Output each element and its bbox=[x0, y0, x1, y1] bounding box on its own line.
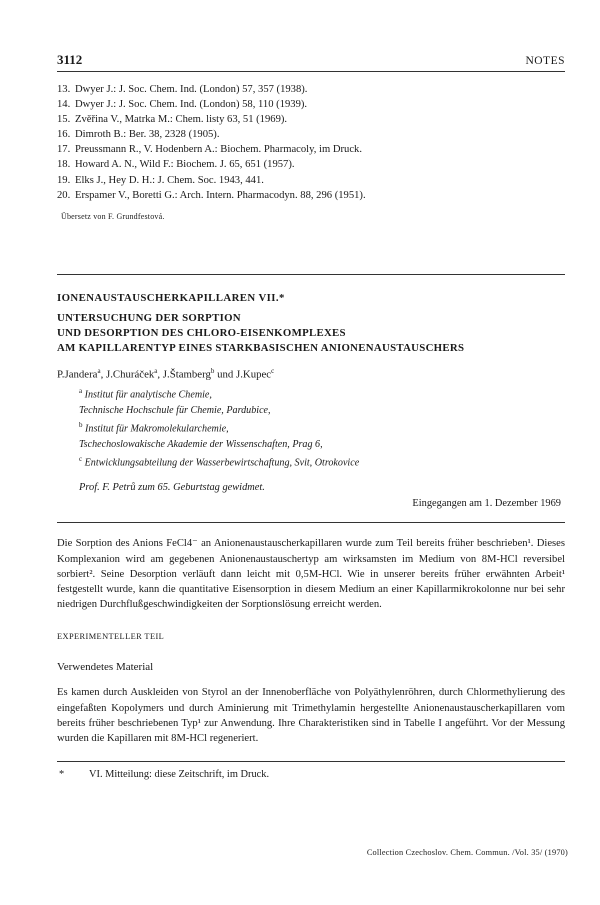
reference-item: 17. Preussmann R., V. Hodenbern A.: Biochem. Pharmacoly, im Druck. bbox=[57, 144, 362, 156]
article-title: IONENAUSTAUSCHERKAPILLAREN VII.* bbox=[57, 291, 285, 304]
article-subtitle: UNTERSUCHUNG DER SORPTION UND DESORPTION DES CHLORO-EISENKOMPLEXES AM KAPILLARENTYP EINES STARKBASISCHEN ANIONENAUSTAUSCHERS bbox=[57, 311, 465, 354]
running-header bbox=[57, 52, 565, 72]
translator-note: Übersetz von F. Grundfestová. bbox=[61, 211, 165, 221]
abstract: Die Sorption des Anions FeCl4⁻ an Anionenaustauscherkapillaren wurde zum Teil bereits früher beschrieben¹. Dieses Komplexanion wird am gegebenen Anionenaustauschertyp am wirksamsten im Medium von 8M-HCl reversibel sorbiert². Seine Desorption verläuft dann leicht mit 0,5M-HCl. Wie in unserer bereits früher erwähnten Arbeit¹ festgestellt wurde, kann die quantitative Eisensorption in diesem Medium an einer Kapillarmikrokolonne nur bei sehr niedrigen Durchflußgeschwindigkeiten der Sorptionslösung erreicht werden. bbox=[57, 538, 565, 611]
dedication: Prof. F. Petrů zum 65. Geburtstag gewidmet. bbox=[79, 482, 265, 494]
section-divider bbox=[57, 274, 565, 275]
page-number: 3112 bbox=[57, 52, 83, 67]
body-paragraph: Es kamen durch Auskleiden von Styrol an der Innenoberfläche von Polyäthylenröhren, durch Chlormethylierung des eingefaßten Kopolymers und durch Aminierung mit Trimethylamin hergestellte Anionenaustauscherkapillaren vom bereits früher beschriebenen Typ¹ zur Anwendung. Ihre Charakteristiken sind in Tabelle I angeführt. Vor der Messung wurden die Kapillaren mit 8M-HCl regeneriert. bbox=[57, 687, 565, 745]
abstract-divider bbox=[57, 522, 565, 523]
footnote-mark: * bbox=[59, 769, 65, 781]
reference-item: 13. Dwyer J.: J. Soc. Chem. Ind. (London) 57, 357 (1938). bbox=[57, 84, 308, 95]
reference-item: 15. Zvěřina V., Matrka M.: Chem. listy 63, 51 (1969). bbox=[57, 114, 288, 126]
reference-item: 14. Dwyer J.: J. Soc. Chem. Ind. (London) 58, 110 (1939). bbox=[57, 99, 308, 111]
reference-item: 20. Erspamer V., Boretti G.: Arch. Intern. Pharmacodyn. 88, 296 (1951). bbox=[57, 189, 366, 201]
section-name: NOTES bbox=[525, 55, 565, 67]
author-line: P.Jandera$^a$, J.Churáček$^a$, J.Štamberg$^b$ und J.Kupec$^c$ bbox=[57, 366, 275, 381]
received-date: Eingegangen am 1. Dezember 1969 bbox=[412, 498, 561, 510]
affiliation-a: $^a$ Institut für analytische Chemie, bbox=[79, 387, 212, 401]
footnote bbox=[57, 769, 565, 780]
subsection-heading: Verwendetes Material bbox=[57, 661, 154, 674]
affiliations: $^a$ Institut für analytische Chemie, Technische Hochschule für Chemie, Pardubice, $^b$ Institut für Makromolekularchemie, Tschechoslowakische Akademie der Wissenschaften, Prag 6, $^c$ Entwicklungsabteilung der Wasserbewirtschaftung, Svit, Otrokovice bbox=[79, 384, 565, 470]
footnote-divider bbox=[57, 761, 565, 762]
reference-item: 19. Elks J., Hey D. H.: J. Chem. Soc. 1943, 441. bbox=[57, 174, 264, 186]
journal-reference: Collection Czechoslov. Chem. Commun. /Vol. 35/ (1970) bbox=[366, 848, 568, 857]
experimental-heading: EXPERIMENTELLER TEIL bbox=[57, 632, 165, 642]
footnote-text: VI. Mitteilung: diese Zeitschrift, im Druck. bbox=[89, 769, 270, 781]
reference-item: 18. Howard A. N., Wild F.: Biochem. J. 65, 651 (1957). bbox=[57, 159, 295, 171]
reference-item: 16. Dimroth B.: Ber. 38, 2328 (1905). bbox=[57, 129, 220, 141]
page bbox=[57, 52, 565, 780]
affiliation-b: $^b$ Institut für Makromolekularchemie, bbox=[79, 421, 229, 435]
affiliation-c: $^c$ Entwicklungsabteilung der Wasserbewirtschaftung, Svit, Otrokovice bbox=[79, 454, 360, 469]
reference-list bbox=[57, 82, 565, 203]
